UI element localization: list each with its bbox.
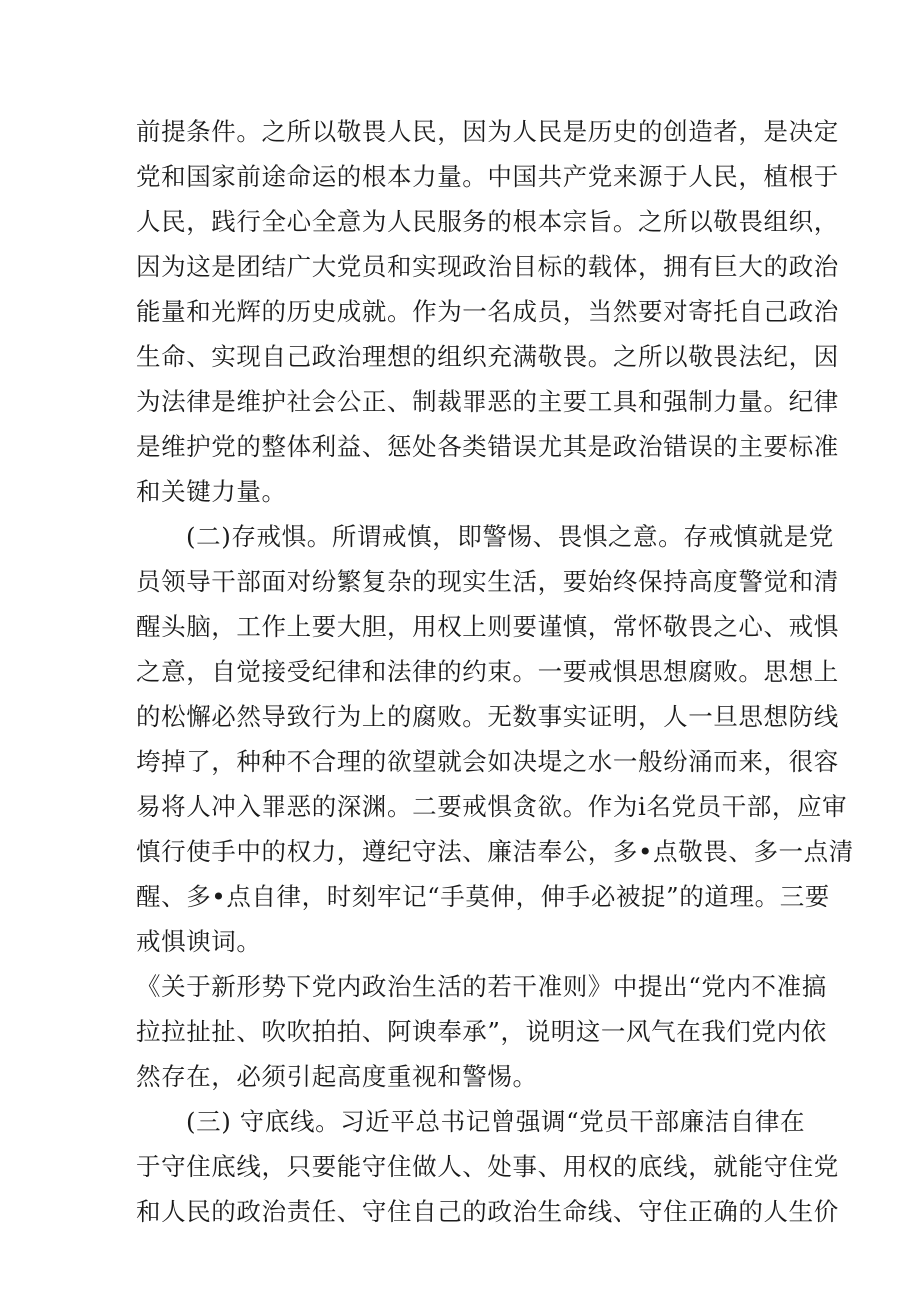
body-text-line: 于守住底线，只要能守住做人、处事、用权的底线，就能守住党	[136, 1152, 839, 1181]
body-text-line: 和人民的政治责任、守住自己的政治生命线、守住正确的人生价	[136, 1197, 839, 1226]
body-text-line: 然存在，必须引起高度重视和警惕。	[136, 1062, 538, 1091]
body-text-line: 《关于新形势下党内政治生活的若干准则》中提出“党内不准搞	[136, 972, 827, 1001]
body-text-line: 拉拉扯扯、吹吹拍拍、阿谀奉承”，说明这一风气在我们党内依	[136, 1017, 827, 1046]
body-text-line: 和关键力量。	[136, 477, 287, 506]
body-text-line: 的松懈必然导致行为上的腐败。无数事实证明，人一旦思想防线	[136, 702, 839, 731]
body-text-line: 戒惧谀词。	[136, 927, 262, 956]
body-text-line: 因为这是团结广大党员和实现政治目标的载体，拥有巨大的政治	[136, 252, 839, 281]
body-text-line: 醒头脑，工作上要大胆，用权上则要谨慎，常怀敬畏之心、戒惧	[136, 612, 839, 641]
body-text-line: 是维护党的整体利益、惩处各类错误尤其是政治错误的主要标准	[136, 432, 839, 461]
body-text-line: 党和国家前途命运的根本力量。中国共产党来源于人民，植根于	[136, 162, 839, 191]
body-text-line: 慎行使手中的权力，遵纪守法、廉洁奉公，多•点敬畏、多一点清	[136, 837, 854, 866]
body-text-line: 生命、实现自己政治理想的组织充满敬畏。之所以敬畏法纪，因	[136, 342, 839, 371]
body-text-line: 之意，自觉接受纪律和法律的约束。一要戒惧思想腐败。思想上	[136, 657, 839, 686]
body-text-line: 醒、多•点自律，时刻牢记“手莫伸，伸手必被捉”的道理。三要	[136, 882, 830, 911]
body-text-line: 员领导干部面对纷繁复杂的现实生活，要始终保持高度警觉和清	[136, 567, 839, 596]
body-text-line: 易将人冲入罪恶的深渊。二要戒惧贪欲。作为i名党员干部，应审	[136, 792, 848, 821]
body-text-line: 人民，践行全心全意为人民服务的根本宗旨。之所以敬畏组织，	[136, 207, 839, 236]
section-heading-line: (二)存戒惧。所谓戒慎，即警惕、畏惧之意。存戒慎就是党	[186, 522, 834, 551]
body-text-line: 垮掉了，种种不合理的欲望就会如决堤之水一般纷涌而来，很容	[136, 747, 839, 776]
section-heading-line: (三) 守底线。习近平总书记曾强调“党员干部廉洁自律在	[186, 1107, 806, 1136]
body-text-line: 能量和光辉的历史成就。作为一名成员，当然要对寄托自己政治	[136, 297, 839, 326]
body-text-line: 为法律是维护社会公正、制裁罪恶的主要工具和强制力量。纪律	[136, 387, 839, 416]
body-text-line: 前提条件。之所以敬畏人民，因为人民是历史的创造者，是决定	[136, 117, 839, 146]
